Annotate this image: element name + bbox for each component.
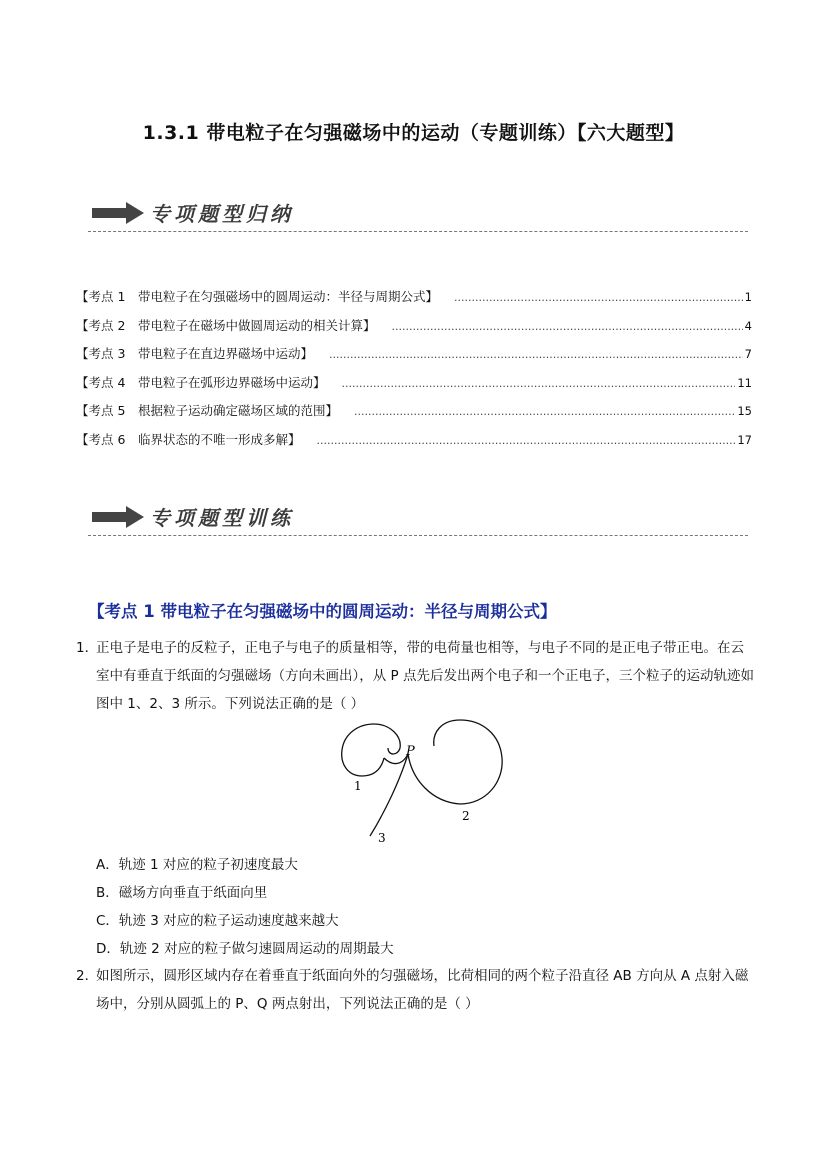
option-b[interactable]: B．磁场方向垂直于纸面向里 <box>96 885 268 901</box>
question-number: 1． <box>76 640 99 656</box>
toc-leader <box>354 405 735 418</box>
divider <box>88 231 748 232</box>
toc-num: 【考点 6 <box>76 431 126 447</box>
toc-label: 带电粒子在磁场中做圆周运动的相关计算】 <box>138 317 376 333</box>
toc-row[interactable] <box>76 430 752 459</box>
question-1 <box>76 634 756 718</box>
toc-label: 根据粒子运动确定磁场区域的范围】 <box>138 403 339 419</box>
track-2-label: 2 <box>462 809 470 823</box>
banner-title: 专项题型训练 <box>150 506 294 530</box>
toc-page: 4 <box>744 318 752 333</box>
page-title: 1.3.1 带电粒子在匀强磁场中的运动（专题训练）【六大题型】 <box>142 122 685 144</box>
toc-row[interactable] <box>76 287 752 316</box>
toc-label: 带电粒子在弧形边界磁场中运动】 <box>138 374 326 390</box>
arrow-icon <box>92 506 144 528</box>
toc-row[interactable] <box>76 344 752 373</box>
option-a[interactable]: A．轨迹 1 对应的粒子初速度最大 <box>96 857 298 873</box>
arrow-icon <box>92 202 144 224</box>
toc-page: 15 <box>737 404 752 419</box>
toc-leader <box>454 291 743 304</box>
question-text: 正电子是电子的反粒子，正电子与电子的质量相等，带的电荷量也相等，与电子不同的是正电子带正电。在云室中有垂直于纸面的匀强磁场（方向未画出），从 P 点先后发出两个电子和一个正电子，三个粒子的运动轨迹如图中 1、2、3 所示。下列说法正确的是（ ） <box>96 640 754 712</box>
toc-page: 17 <box>737 432 752 447</box>
toc-page: 7 <box>744 347 752 362</box>
toc-page: 11 <box>737 375 752 390</box>
toc-label: 带电粒子在直边界磁场中运动】 <box>138 346 314 362</box>
toc-num: 【考点 5 <box>76 403 126 419</box>
training-banner <box>88 500 748 536</box>
question-2 <box>76 962 756 1018</box>
question-text: 如图所示，圆形区域内存在着垂直于纸面向外的匀强磁场，比荷相同的两个粒子沿直径 AB 方向从 A 点射入磁场中，分别从圆弧上的 P、Q 两点射出，下列说法正确的是（ ） <box>96 968 749 1012</box>
toc-num: 【考点 2 <box>76 317 126 333</box>
toc-num: 【考点 1 <box>76 289 126 304</box>
toc-row[interactable] <box>76 316 752 345</box>
toc-leader <box>392 320 743 333</box>
toc-leader <box>329 348 743 361</box>
track-3-label: 3 <box>378 831 386 845</box>
table-of-contents <box>76 287 752 459</box>
toc-label: 带电粒子在匀强磁场中的圆周运动：半径与周期公式】 <box>138 289 439 304</box>
divider <box>88 535 748 536</box>
toc-leader <box>317 434 736 447</box>
point-p-label: P <box>406 744 415 759</box>
toc-row[interactable] <box>76 401 752 430</box>
toc-label: 临界状态的不唯一形成多解】 <box>138 431 301 447</box>
option-d[interactable]: D．轨迹 2 对应的粒子做匀速圆周运动的周期最大 <box>96 941 394 957</box>
toc-leader <box>342 377 736 390</box>
toc-num: 【考点 4 <box>76 374 126 390</box>
track-1-label: 1 <box>354 779 362 793</box>
banner-title: 专项题型归纳 <box>150 202 294 226</box>
summary-banner <box>88 196 748 232</box>
section-heading: 【考点 1 带电粒子在匀强磁场中的圆周运动：半径与周期公式】 <box>88 602 557 621</box>
question-number: 2． <box>76 968 99 984</box>
option-c[interactable]: C．轨迹 3 对应的粒子运动速度越来越大 <box>96 913 339 929</box>
toc-row[interactable] <box>76 373 752 402</box>
trajectory-figure <box>336 718 506 848</box>
toc-page: 1 <box>744 290 752 304</box>
toc-num: 【考点 3 <box>76 346 126 362</box>
